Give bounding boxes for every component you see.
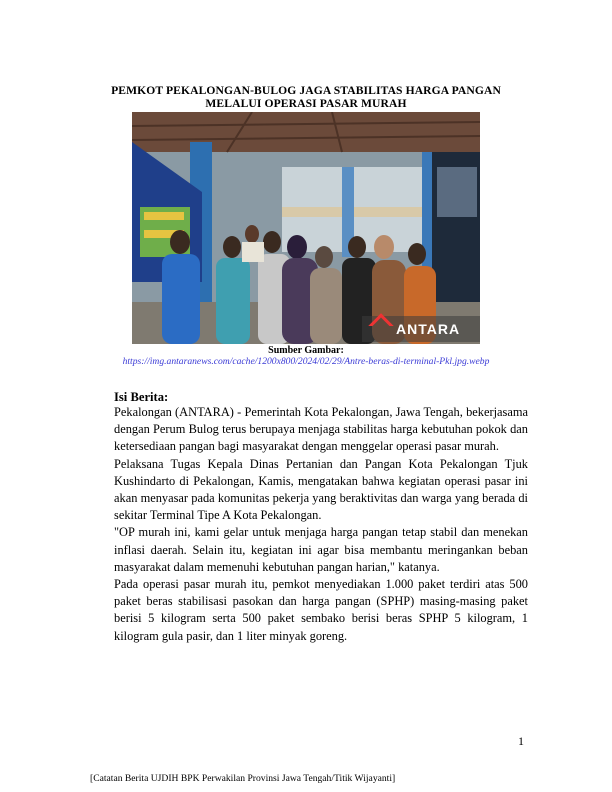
paragraph: "OP murah ini, kami gelar untuk menjaga harga pangan tetap stabil dan menekan inflasi daerah. Selain itu, kegiatan ini agar bisa membantu meringankan beban masyarakat dalam memenuhi kebutuhan pangan harian," katanya. <box>114 525 528 574</box>
antara-watermark <box>362 316 480 342</box>
page-number: 1 <box>518 734 524 748</box>
paragraph: Pekalongan (ANTARA) - Pemerintah Kota Pekalongan, Jawa Tengah, bekerjasama dengan Perum Bulog terus berupaya menjaga stabilitas harga kebutuhan pokok dan ketersediaan pangan bagi masyarakat dengan menggelar operasi pasar murah. <box>114 405 528 454</box>
image-source-label: Sumber Gambar: <box>268 345 344 356</box>
article-title-line-1: PEMKOT PEKALONGAN-BULOG JAGA STABILITAS HARGA PANGAN <box>111 84 501 97</box>
paragraph: Pelaksana Tugas Kepala Dinas Pertanian dan Pangan Kota Pekalongan Tjuk Kushindarto di Pekalongan, Kamis, mengatakan bahwa kegiatan operasi pasar ini akan menyasar pada komunitas pekerja yang beraktivitas dan warga yang berada di sekitar Terminal Tipe A Kota Pekalongan. <box>114 456 528 523</box>
footer-note: [Catatan Berita UJDIH BPK Perwakilan Provinsi Jawa Tengah/Titik Wijayanti] <box>90 773 396 784</box>
article-body <box>114 404 528 645</box>
section-heading: Isi Berita: <box>114 390 169 404</box>
article-title-line-2: MELALUI OPERASI PASAR MURAH <box>205 97 407 110</box>
image-source-link[interactable]: https://img.antaranews.com/cache/1200x800/2024/02/29/Antre-beras-di-terminal-Pkl.jpg.webp <box>122 356 490 367</box>
paragraph: Pada operasi pasar murah itu, pemkot menyediakan 1.000 paket terdiri atas 500 paket beras stabilisasi pasokan dan harga pangan (SPHP) masing-masing paket berisi 5 kilogram serta 500 paket sembako berisi beras SPHP 5 kilogram, 1 kilogram gula pasir, dan 1 liter minyak goreng. <box>114 577 528 643</box>
antara-logo-icon <box>368 313 393 338</box>
article-title <box>80 84 532 110</box>
antara-watermark-text: ANTARA <box>396 321 461 337</box>
news-photo <box>132 112 480 344</box>
